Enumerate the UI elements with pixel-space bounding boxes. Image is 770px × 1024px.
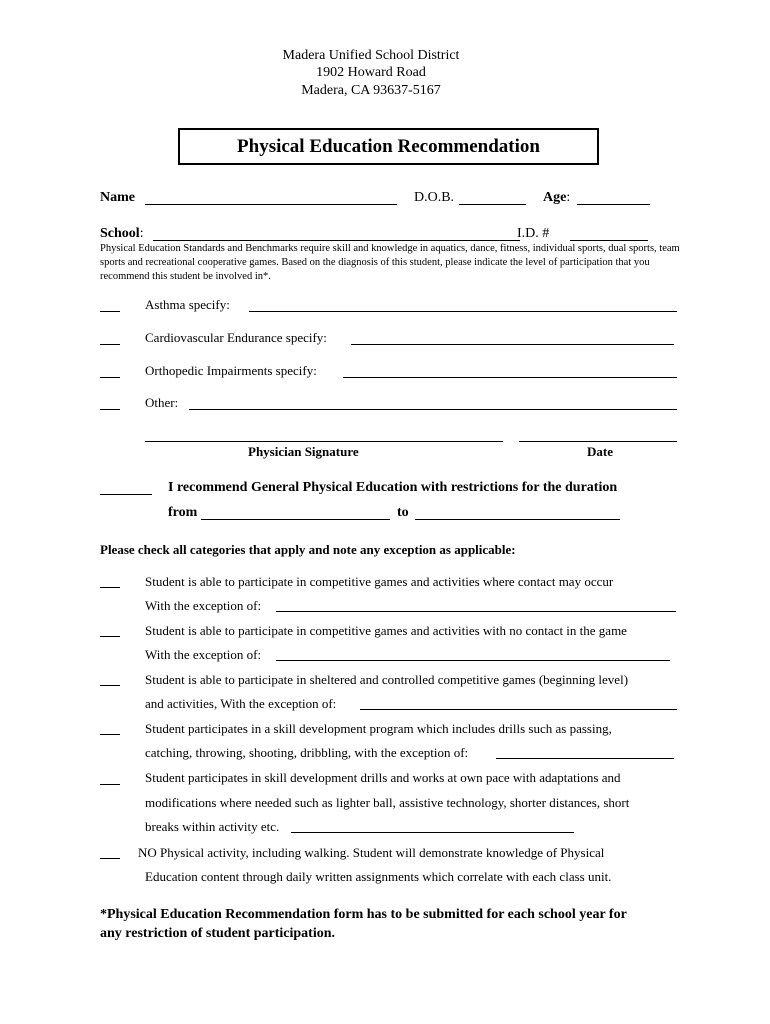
category-1-checkbox[interactable] — [100, 587, 120, 588]
form-title: Physical Education Recommendation — [178, 128, 599, 165]
ortho-checkbox[interactable] — [100, 377, 120, 378]
age-field[interactable] — [577, 204, 650, 205]
category-6-line1: NO Physical activity, including walking. Student will demonstrate knowledge of Physical — [138, 845, 605, 860]
recommend-checkbox[interactable] — [100, 494, 152, 495]
asthma-label: Asthma specify: — [145, 297, 230, 312]
category-6-checkbox[interactable] — [100, 858, 120, 859]
category-3-checkbox[interactable] — [100, 685, 120, 686]
check-heading: Please check all categories that apply and note any exception as applicable: — [100, 542, 516, 557]
age-label: Age — [543, 190, 567, 205]
age-colon: : — [566, 190, 571, 205]
other-specify-field[interactable] — [189, 409, 677, 410]
category-2-checkbox[interactable] — [100, 636, 120, 637]
to-date-field[interactable] — [415, 519, 620, 520]
category-3-exception-field[interactable] — [360, 709, 677, 710]
school-colon: : — [139, 226, 144, 241]
category-5-exception-field[interactable] — [291, 832, 574, 833]
district-name: Madera Unified School District — [282, 48, 460, 63]
district-city: Madera, CA 93637-5167 — [301, 83, 441, 98]
category-5-line2: modifications where needed such as lighter ball, assistive technology, shorter distances, short — [145, 795, 630, 810]
id-field[interactable] — [570, 240, 648, 241]
category-4-checkbox[interactable] — [100, 734, 120, 735]
category-3-line2: and activities, With the exception of: — [145, 696, 337, 711]
category-1-line2: With the exception of: — [145, 598, 262, 613]
id-label: I.D. # — [517, 226, 550, 241]
category-5-checkbox[interactable] — [100, 784, 120, 785]
category-4-exception-field[interactable] — [496, 758, 674, 759]
physician-signature-field[interactable] — [145, 441, 503, 442]
date-label: Date — [587, 444, 613, 459]
category-3-line1: Student is able to participate in sheltered and controlled competitive games (beginning level) — [145, 672, 629, 687]
school-label: School — [100, 226, 140, 241]
dob-label: D.O.B. — [414, 190, 455, 205]
ortho-label: Orthopedic Impairments specify: — [145, 363, 317, 378]
district-street: 1902 Howard Road — [316, 65, 426, 80]
category-6-line2: Education content through daily written assignments which correlate with each class unit. — [145, 869, 612, 884]
category-5-line3: breaks within activity etc. — [145, 819, 280, 834]
signature-date-field[interactable] — [519, 441, 677, 442]
to-label: to — [397, 505, 409, 520]
category-5-line1: Student participates in skill development drills and works at own pace with adaptations and — [145, 770, 621, 785]
intro-paragraph: Physical Education Standards and Benchmarks require skill and knowledge in aquatics, dance, fitness, individual sports, dual sports, team sports and recreational cooperative games. Based on the diagnosis of this student, please indicate the level of participation that you recommend this student be involved in*. — [100, 243, 680, 282]
category-2-exception-field[interactable] — [276, 660, 670, 661]
footer-note-line2: any restriction of student participation. — [100, 926, 336, 941]
category-1-exception-field[interactable] — [276, 611, 676, 612]
category-1-line1: Student is able to participate in competitive games and activities where contact may occur — [145, 574, 614, 589]
cardio-checkbox[interactable] — [100, 344, 120, 345]
cardio-specify-field[interactable] — [351, 344, 674, 345]
dob-field[interactable] — [459, 204, 526, 205]
category-4-line2: catching, throwing, shooting, dribbling, with the exception of: — [145, 745, 469, 760]
other-label: Other: — [145, 395, 179, 410]
recommend-text: I recommend General Physical Education with restrictions for the duration — [168, 480, 618, 495]
physician-signature-label: Physician Signature — [248, 444, 359, 459]
from-label: from — [168, 505, 198, 520]
asthma-specify-field[interactable] — [249, 311, 677, 312]
category-2-line1: Student is able to participate in competitive games and activities with no contact in the game — [145, 623, 627, 638]
footer-note-line1: *Physical Education Recommendation form has to be submitted for each school year for — [100, 907, 627, 922]
cardio-label: Cardiovascular Endurance specify: — [145, 330, 327, 345]
school-field[interactable] — [153, 240, 520, 241]
name-field[interactable] — [145, 204, 397, 205]
name-label: Name — [100, 190, 135, 205]
category-4-line1: Student participates in a skill development program which includes drills such as passing, — [145, 721, 612, 736]
other-checkbox[interactable] — [100, 409, 120, 410]
from-date-field[interactable] — [201, 519, 390, 520]
category-2-line2: With the exception of: — [145, 647, 262, 662]
asthma-checkbox[interactable] — [100, 311, 120, 312]
ortho-specify-field[interactable] — [343, 377, 677, 378]
